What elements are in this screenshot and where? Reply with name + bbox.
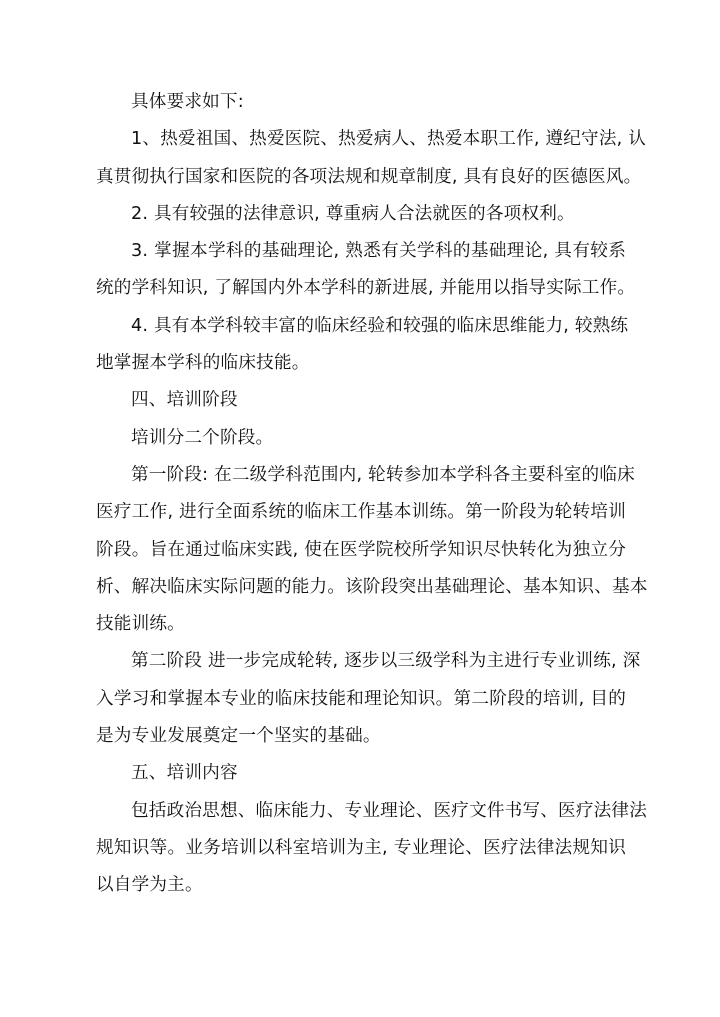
text-line: 培训分二个阶段。	[131, 427, 274, 448]
text-line: 3. 掌握本学科的基础理论, 熟悉有关学科的基础理论, 具有较系	[131, 241, 626, 262]
section-heading-training-stages	[96, 382, 626, 419]
text-line: 第一阶段: 在二级学科范围内, 轮转参加本学科各主要科室的临床	[131, 464, 635, 485]
text-line: 第二阶段 进一步完成轮转, 逐步以三级学科为主进行专业训练, 深	[131, 651, 641, 672]
paragraph-requirement-3	[96, 233, 636, 308]
paragraph-training-content	[96, 793, 648, 905]
text-line: 统的学科知识, 了解国内外本学科的新进展, 并能用以指导实际工作。	[96, 278, 636, 299]
text-line: 是为专业发展奠定一个坚实的基础。	[96, 726, 381, 747]
text-line: 包括政治思想、临床能力、专业理论、医疗文件书写、医疗法律法	[131, 800, 648, 821]
paragraph-requirements-intro	[96, 84, 626, 121]
section-title: 四、培训阶段	[131, 390, 238, 411]
text-line: 1、热爱祖国、热爱医院、热爱病人、热爱本职工作, 遵纪守法, 认	[131, 129, 646, 150]
section-heading-training-content	[96, 755, 626, 792]
text-line: 技能训练。	[96, 614, 185, 635]
text-line: 具体要求如下:	[131, 92, 244, 112]
paragraph-requirement-1	[96, 121, 646, 196]
text-line: 2. 具有较强的法律意识, 尊重病人合法就医的各项权利。	[131, 203, 575, 224]
text-line: 地掌握本学科的临床技能。	[96, 353, 310, 374]
text-line: 真贯彻执行国家和医院的各项法规和规章制度, 具有良好的医德医风。	[96, 166, 642, 187]
paragraph-requirement-4	[96, 308, 629, 383]
paragraph-stages-intro	[96, 420, 626, 457]
text-line: 医疗工作, 进行全面系统的临床工作基本训练。第一阶段为轮转培训	[96, 502, 626, 523]
text-line: 阶段。旨在通过临床实践, 使在医学院校所学知识尽快转化为独立分	[96, 539, 626, 560]
text-line: 析、解决临床实际问题的能力。该阶段突出基础理论、基本知识、基本	[96, 576, 648, 597]
text-line: 入学习和掌握本专业的临床技能和理论知识。第二阶段的培训, 目的	[96, 688, 626, 709]
paragraph-stage-2	[96, 643, 641, 755]
text-line: 4. 具有本学科较丰富的临床经验和较强的临床思维能力, 较熟练	[131, 315, 629, 336]
paragraph-requirement-2	[96, 196, 626, 233]
text-line: 以自学为主。	[96, 875, 203, 896]
document-body	[96, 84, 648, 905]
paragraph-stage-1	[96, 457, 648, 643]
section-title: 五、培训内容	[131, 763, 238, 784]
text-line: 规知识等。业务培训以科室培训为主, 专业理论、医疗法律法规知识	[96, 837, 626, 858]
